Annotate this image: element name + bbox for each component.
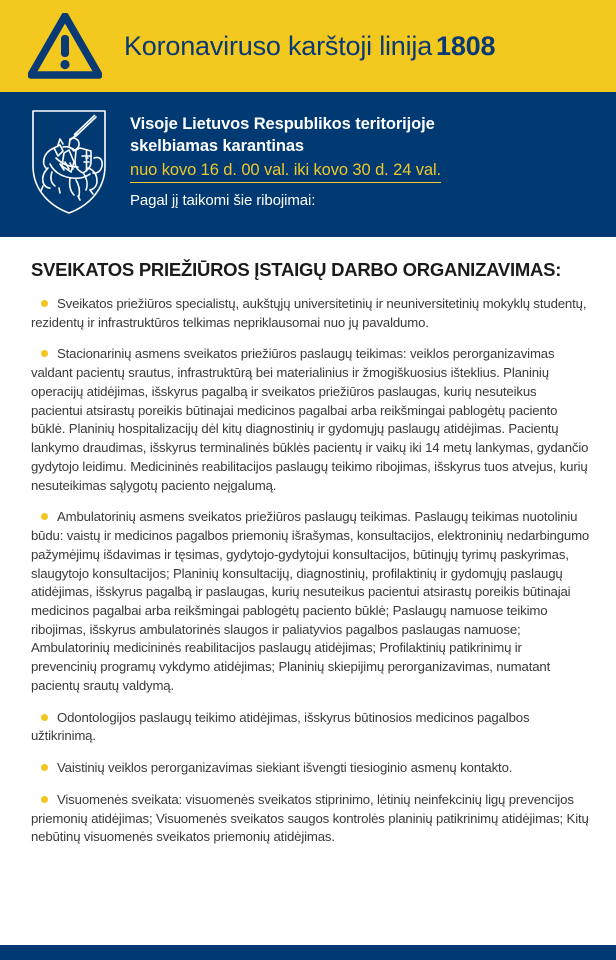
list-item	[31, 759, 590, 778]
list-item-text: Vaistinių veiklos perorganizavimas siekiant išvengti tiesioginio asmenų kontakto.	[57, 760, 513, 776]
bullet-dot-icon	[41, 714, 48, 721]
hotline-label: Koronaviruso karštoji linija	[124, 30, 433, 61]
list-item-text: Odontologijos paslaugų teikimo atidėjimas, išskyrus būtinosios medicinos pagalbos užtikrinimą.	[31, 709, 530, 744]
list-item	[31, 709, 590, 746]
quarantine-heading-line-1: Visoje Lietuvos Respublikos teritorijoje	[130, 115, 435, 133]
quarantine-copy	[130, 108, 441, 209]
list-item-text: Sveikatos priežiūros specialistų, aukštųjų universitetinių ir neuniversitetinių mokyklų studentų, rezidentų ir infrastruktūros telkimas nepriklausomai nuo jų pavaldumo.	[31, 296, 587, 330]
list-item-text: Ambulatorinių asmens sveikatos priežiūros paslaugų teikimas. Paslaugų teikimas nuotoliniu būdu: vaistų ir medicinos pagalbos priemonių išrašymas, konsultacijos, elektroninių nedarbingumo pažymėjimų išdavimas ir tęsimas, gydytojo-gydytojui konsultacijos, būtinųjų tyrimų paskyrimas, slaugytojo konsultacijos; Planinių konsultacijų, diagnostinių, profilaktinių ir gydomųjų paslaugų atidėjimas, išskyrus pagalbą ir paslaugas, kurių nesuteikus pacientui atsirastų poreikis būtinajai medicinos pagalbai arba reikšmingai pablogėtų paciento būklė; Paslaugų namuose teikimo ribojimas, išskyrus ambulatorinės slaugos ir paliatyvios pagalbos paslaugas namuose; Ambulatorinių medicininės reabilitacijos paslaugų atidėjimas; Profilaktinių patikrinimų ir prevencinių programų vykdymo atidėjimas; Planinių skiepijimų perorganizavimas, numatant pacientų srautų valdymą.	[31, 509, 590, 693]
hotline-banner	[0, 0, 616, 92]
quarantine-banner	[0, 92, 616, 237]
quarantine-heading-line-2: skelbiamas karantinas	[130, 137, 305, 156]
lithuania-coat-of-arms-icon	[30, 108, 108, 216]
quarantine-dates: nuo kovo 16 d. 00 val. iki kovo 30 d. 24 val.	[130, 161, 441, 183]
page-title: SVEIKATOS PRIEŽIŪROS ĮSTAIGŲ DARBO ORGANIZAVIMAS:	[31, 259, 562, 280]
list-item-text: Visuomenės sveikata: visuomenės sveikatos stiprinimo, lėtinių neinfekcinių ligų prevencijos priemonių atidėjimas; Visuomenės sveikatos saugos kontrolės planinių patikrinimų atidėjimas; Kitų nebūtinų visuomenės sveikatos priemonių atidėjimas.	[31, 791, 589, 845]
list-item-text: Stacionarinių asmens sveikatos priežiūros paslaugų teikimas: veiklos perorganizavimas valdant pacientų srautus, infrastruktūrą bei materialinius ir žmogiškuosius išteklius. Planinių operacijų atidėjimas, išskyrus pagalbą ir sveikatos priežiūros paslaugas, kurių nesuteikus pacientui atsirastų poreikis būtinajai medicinos pagalbai arba reikšmingai pablogėtų paciento būklė. Planinių hospitalizacijų dėl kitų diagnostinių ir gydomųjų paslaugų atidėjimas. Pacientų lankymo draudimas, išskyrus terminalinės būklės pacientų ir vaikų iki 14 metų lankymas, gydančio gydytojo leidimu. Medicininės reabilitacijos paslaugų teikimo ribojimas, išskyrus tuos atvejus, kurių nesuteikimas sąlygotų paciento neįgalumą.	[31, 346, 589, 493]
hotline-text	[124, 31, 495, 62]
list-item	[31, 345, 590, 495]
quarantine-subtitle: Pagal jį taikomi šie ribojimai:	[130, 191, 316, 209]
warning-triangle-icon	[28, 13, 102, 79]
list-item	[31, 295, 590, 332]
content-area	[0, 237, 616, 945]
hotline-number: 1808	[436, 30, 496, 61]
bullet-dot-icon	[41, 796, 48, 803]
bullet-dot-icon	[41, 300, 48, 307]
list-item	[31, 791, 590, 847]
bullet-dot-icon	[41, 513, 48, 520]
list-item	[31, 508, 590, 695]
bullet-dot-icon	[41, 764, 48, 771]
footer-band	[0, 945, 616, 960]
restrictions-list	[31, 295, 590, 847]
bullet-dot-icon	[41, 350, 48, 357]
